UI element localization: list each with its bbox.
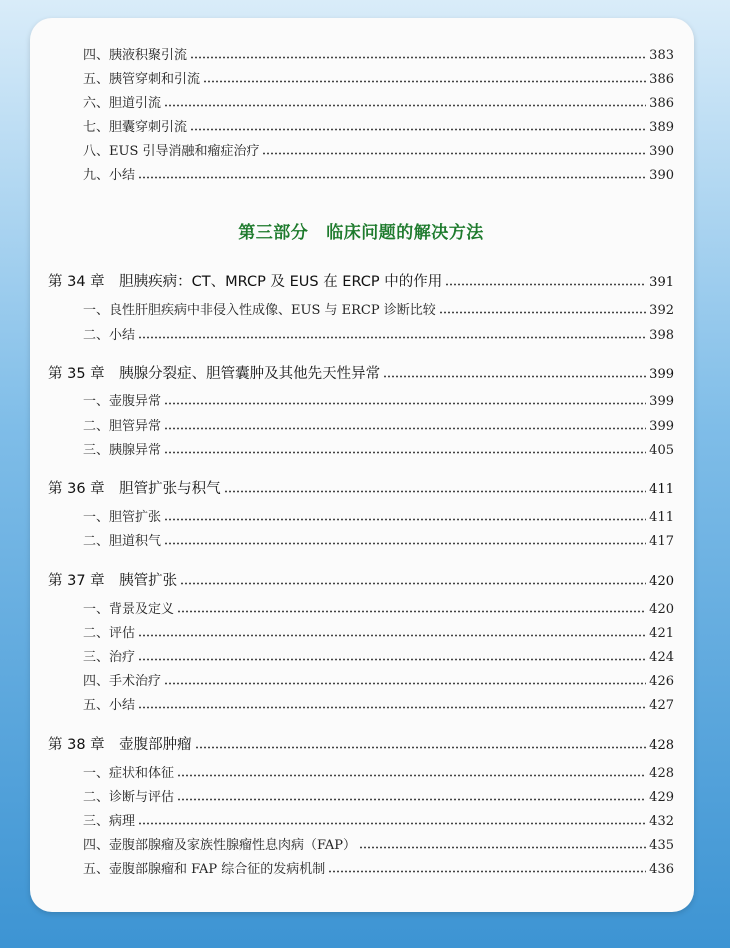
toc-item[interactable] xyxy=(48,92,674,114)
toc-item-title: 九、小结 xyxy=(83,168,136,183)
toc-item[interactable] xyxy=(48,390,674,412)
toc-item-title: 二、诊断与评估 xyxy=(83,790,175,805)
toc-item[interactable] xyxy=(48,506,674,528)
leader-dots xyxy=(177,602,646,615)
leader-dots xyxy=(164,674,646,687)
toc-item-page: 386 xyxy=(649,96,674,111)
part-title: 临床问题的解决方法 xyxy=(326,223,484,243)
toc-item[interactable] xyxy=(48,858,674,880)
leader-dots xyxy=(383,366,646,381)
leader-dots xyxy=(138,814,646,827)
leader-dots xyxy=(203,72,646,85)
toc-item[interactable] xyxy=(48,299,674,321)
chapter-page: 399 xyxy=(649,367,674,382)
toc-item-title: 七、胆囊穿刺引流 xyxy=(83,120,188,135)
toc-item-title: 三、治疗 xyxy=(83,650,136,665)
toc-item[interactable] xyxy=(48,164,674,186)
toc-item-title: 五、胰管穿刺和引流 xyxy=(83,72,201,87)
chapter-title: 第 37 章 胰管扩张 xyxy=(48,573,178,589)
toc-item-page: 432 xyxy=(649,814,674,829)
chapter-title: 第 34 章 胆胰疾病：CT、MRCP 及 EUS 在 ERCP 中的作用 xyxy=(48,274,443,290)
toc-item-page: 386 xyxy=(649,72,674,87)
toc-item-page: 424 xyxy=(649,650,674,665)
toc-content xyxy=(48,18,674,912)
leader-dots xyxy=(164,419,646,432)
document-page xyxy=(30,18,694,912)
toc-item-page: 399 xyxy=(649,419,674,434)
toc-item-page: 429 xyxy=(649,790,674,805)
leader-dots xyxy=(190,48,646,61)
leader-dots xyxy=(138,168,646,181)
toc-item-page: 435 xyxy=(649,838,674,853)
leader-dots xyxy=(138,698,646,711)
toc-item[interactable] xyxy=(48,598,674,620)
toc-item-page: 421 xyxy=(649,626,674,641)
leader-dots xyxy=(328,862,646,875)
toc-item[interactable] xyxy=(48,786,674,808)
part-heading xyxy=(48,218,674,243)
chapter-heading[interactable] xyxy=(48,569,674,591)
toc-item-title: 四、手术治疗 xyxy=(83,674,162,689)
chapter-page: 428 xyxy=(649,738,674,753)
part-label: 第三部分 xyxy=(238,223,309,243)
toc-item-page: 405 xyxy=(649,443,674,458)
chapter-title: 第 35 章 胰腺分裂症、胆管囊肿及其他先天性异常 xyxy=(48,366,381,382)
toc-item[interactable] xyxy=(48,415,674,437)
leader-dots xyxy=(359,838,646,851)
toc-item[interactable] xyxy=(48,116,674,138)
leader-dots xyxy=(177,766,646,779)
leader-dots xyxy=(180,573,646,588)
chapter-page: 391 xyxy=(649,275,674,290)
toc-item-page: 390 xyxy=(649,144,674,159)
toc-item-page: 426 xyxy=(649,674,674,689)
leader-dots xyxy=(138,626,646,639)
toc-item-page: 383 xyxy=(649,48,674,63)
leader-dots xyxy=(224,481,647,496)
toc-item-title: 五、壶腹部腺瘤和 FAP 综合征的发病机制 xyxy=(83,862,326,877)
leader-dots xyxy=(445,274,646,289)
toc-item[interactable] xyxy=(48,670,674,692)
toc-item-title: 二、小结 xyxy=(83,328,136,343)
toc-item-page: 389 xyxy=(649,120,674,135)
chapter-heading[interactable] xyxy=(48,477,674,499)
toc-item[interactable] xyxy=(48,324,674,346)
toc-item-page: 436 xyxy=(649,862,674,877)
toc-item-title: 三、病理 xyxy=(83,814,136,829)
toc-item-title: 一、症状和体征 xyxy=(83,766,175,781)
leader-dots xyxy=(177,790,646,803)
toc-item-page: 390 xyxy=(649,168,674,183)
toc-item[interactable] xyxy=(48,530,674,552)
leader-dots xyxy=(164,443,646,456)
toc-item-title: 五、小结 xyxy=(83,698,136,713)
chapter-heading[interactable] xyxy=(48,362,674,384)
chapter-heading[interactable] xyxy=(48,270,674,292)
chapter-title: 第 38 章 壶腹部肿瘤 xyxy=(48,737,192,753)
toc-item[interactable] xyxy=(48,694,674,716)
toc-item[interactable] xyxy=(48,68,674,90)
toc-item-page: 417 xyxy=(649,534,674,549)
toc-item-title: 六、胆道引流 xyxy=(83,96,162,111)
toc-item-title: 二、胆管异常 xyxy=(83,419,162,434)
chapter-page: 411 xyxy=(649,482,674,497)
toc-item-page: 427 xyxy=(649,698,674,713)
toc-item-title: 八、EUS 引导消融和瘤症治疗 xyxy=(83,144,260,159)
chapter-title: 第 36 章 胆管扩张与积气 xyxy=(48,481,221,497)
toc-item-page: 399 xyxy=(649,394,674,409)
leader-dots xyxy=(195,737,647,752)
toc-item[interactable] xyxy=(48,622,674,644)
toc-item-page: 411 xyxy=(649,510,674,525)
toc-item-title: 一、壶腹异常 xyxy=(83,394,162,409)
toc-item-title: 二、评估 xyxy=(83,626,136,641)
leader-dots xyxy=(190,120,646,133)
chapter-heading[interactable] xyxy=(48,733,674,755)
toc-item[interactable] xyxy=(48,44,674,66)
leader-dots xyxy=(138,650,646,663)
leader-dots xyxy=(138,328,646,341)
toc-item[interactable] xyxy=(48,810,674,832)
toc-item-title: 一、胆管扩张 xyxy=(83,510,162,525)
toc-item-page: 392 xyxy=(649,303,674,318)
leader-dots xyxy=(164,394,646,407)
toc-item[interactable] xyxy=(48,646,674,668)
toc-item-title: 三、胰腺异常 xyxy=(83,443,162,458)
leader-dots xyxy=(164,510,646,523)
chapter-page: 420 xyxy=(649,574,674,589)
leader-dots xyxy=(164,96,646,109)
toc-item-title: 四、壶腹部腺瘤及家族性腺瘤性息肉病（FAP） xyxy=(83,838,357,853)
toc-item-page: 420 xyxy=(649,602,674,617)
leader-dots xyxy=(262,144,646,157)
leader-dots xyxy=(164,534,646,547)
leader-dots xyxy=(439,303,646,316)
toc-item-title: 一、良性肝胆疾病中非侵入性成像、EUS 与 ERCP 诊断比较 xyxy=(83,303,436,318)
toc-item-page: 428 xyxy=(649,766,674,781)
toc-item[interactable] xyxy=(48,762,674,784)
toc-item[interactable] xyxy=(48,439,674,461)
toc-item-title: 一、背景及定义 xyxy=(83,602,175,617)
toc-item-title: 二、胆道积气 xyxy=(83,534,162,549)
toc-item[interactable] xyxy=(48,834,674,856)
toc-item-title: 四、胰液积聚引流 xyxy=(83,48,188,63)
toc-item[interactable] xyxy=(48,140,674,162)
toc-item-page: 398 xyxy=(649,328,674,343)
